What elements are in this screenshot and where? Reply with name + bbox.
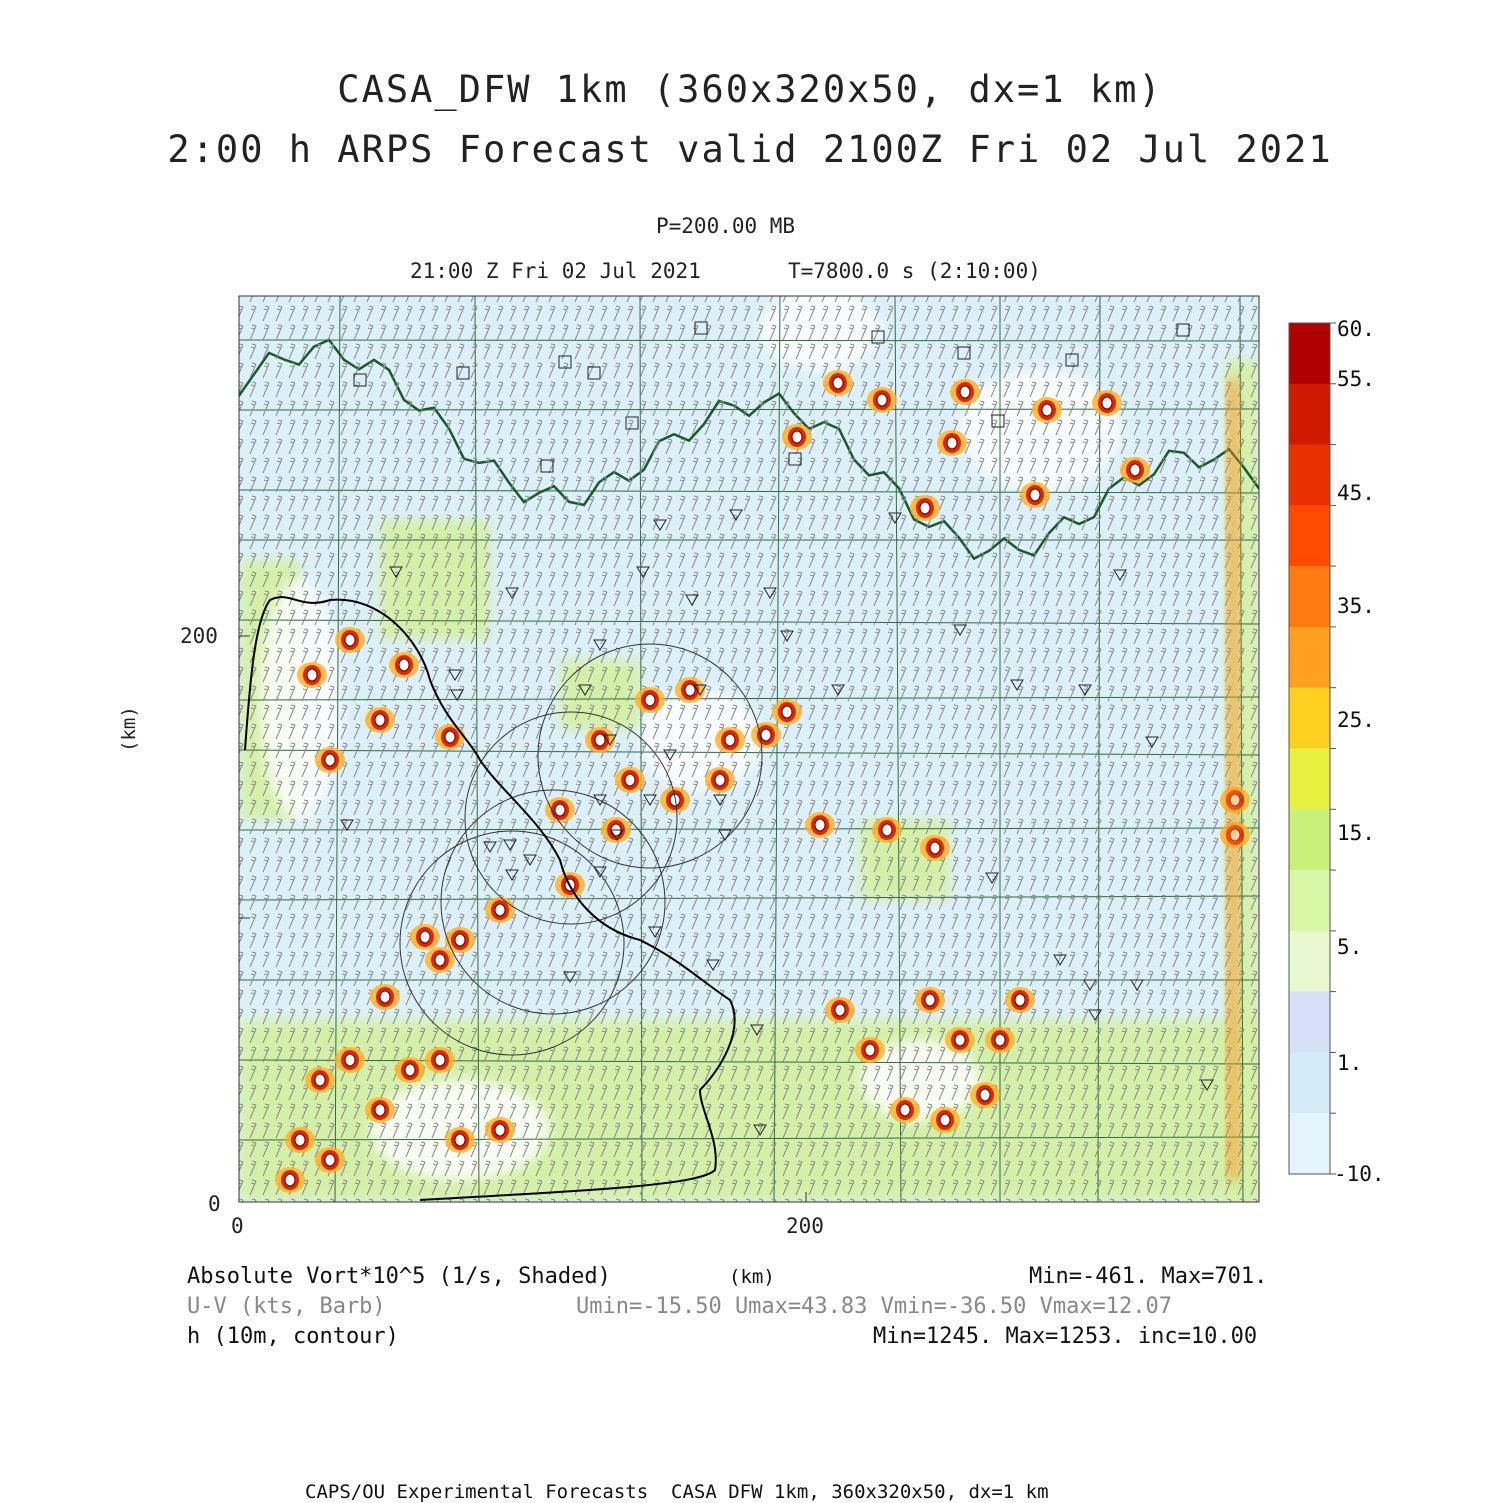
vorticity-cell-center <box>307 669 317 681</box>
vorticity-cell-center <box>555 804 565 816</box>
vorticity-cell-center <box>1030 489 1040 501</box>
vorticity-cell-center <box>882 824 892 836</box>
vorticity-cell-center <box>625 774 635 786</box>
x-tick-200: 200 <box>786 1214 824 1238</box>
vorticity-cell-center <box>595 734 605 746</box>
y-tick-0: 0 <box>208 1192 221 1216</box>
colorbar-swatch <box>1289 992 1330 1053</box>
colorbar-label-15: 15. <box>1337 821 1375 845</box>
colorbar-swatch <box>1289 384 1330 445</box>
footer-credit: CAPS/OU Experimental Forecasts CASA DFW 1km, 360x320x50, dx=1 km <box>305 1481 1049 1503</box>
legend-x-unit: (km) <box>729 1266 775 1288</box>
colorbar-swatch <box>1289 1052 1330 1113</box>
vorticity-cell-center <box>380 991 390 1003</box>
vorticity-cell-center <box>455 1134 465 1146</box>
vorticity-cell-center <box>375 1104 385 1116</box>
vorticity-cell-center <box>345 1054 355 1066</box>
vorticity-cell-center <box>399 659 409 671</box>
vorticity-cell-center <box>645 694 655 706</box>
vorticity-cell-center <box>725 734 735 746</box>
vorticity-cell-center <box>285 1174 295 1186</box>
vorticity-cell-center <box>955 1034 965 1046</box>
vorticity-cell-center <box>792 431 802 443</box>
colorbar-swatch <box>1289 749 1330 810</box>
vorticity-cell-center <box>1015 994 1025 1006</box>
vorticity-cell-center <box>405 1064 415 1076</box>
title-line-2: 2:00 h ARPS Forecast valid 2100Z Fri 02 Jul 2021 <box>167 128 1333 171</box>
colorbar-label-25: 25. <box>1337 708 1375 732</box>
vorticity-cell-center <box>495 1124 505 1136</box>
vorticity-cell-center <box>960 386 970 398</box>
colorbar-swatch <box>1289 505 1330 566</box>
vorticity-cell-center <box>325 1154 335 1166</box>
vorticity-cell-center <box>685 684 695 696</box>
vorticity-cell-center <box>980 1089 990 1101</box>
vorticity-cell-center <box>1130 464 1140 476</box>
vorticity-cell-center <box>920 502 930 514</box>
vorticity-cell-center <box>877 394 887 406</box>
vorticity-cell-center <box>925 994 935 1006</box>
vorticity-cell-center <box>445 731 455 743</box>
legend-field-wind: U-V (kts, Barb) <box>187 1294 386 1319</box>
vorticity-cell-center <box>1102 397 1112 409</box>
vorticity-cell-center <box>345 634 355 646</box>
vorticity-cell-center <box>761 729 771 741</box>
y-tick-200: 200 <box>180 624 218 648</box>
colorbar-swatch <box>1289 1113 1330 1174</box>
colorbar-swatch <box>1289 627 1330 688</box>
vorticity-strip-east <box>1226 380 1240 1180</box>
pressure-level: P=200.00 MB <box>656 214 796 238</box>
vorticity-cell-center <box>815 819 825 831</box>
vorticity-cell-center <box>930 842 940 854</box>
colorbar-swatch <box>1289 870 1330 931</box>
colorbar-swatch <box>1289 323 1330 384</box>
vorticity-cell-center <box>940 1114 950 1126</box>
vorticity-cell-center <box>325 754 335 766</box>
vorticity-cell-center <box>865 1044 875 1056</box>
vorticity-cell-center <box>995 1034 1005 1046</box>
colorbar-swatch <box>1289 566 1330 627</box>
vorticity-cell-center <box>782 706 792 718</box>
model-time: T=7800.0 s (2:10:00) <box>788 259 1041 283</box>
valid-time: 21:00 Z Fri 02 Jul 2021 <box>410 259 701 283</box>
colorbar-swatch <box>1289 809 1330 870</box>
vorticity-cell-center <box>435 954 445 966</box>
vorticity-cell-center <box>900 1104 910 1116</box>
vorticity-cell-center <box>295 1134 305 1146</box>
colorbar-label-min: -10. <box>1334 1162 1385 1186</box>
wind-barbs <box>239 296 1259 1202</box>
vorticity-cell-center <box>455 934 465 946</box>
vorticity-cell-center <box>835 1004 845 1016</box>
vorticity-cell-center <box>435 1054 445 1066</box>
plot-area <box>239 290 1259 1202</box>
vorticity-cell-center <box>947 437 957 449</box>
title-line-1: CASA_DFW 1km (360x320x50, dx=1 km) <box>337 68 1163 111</box>
colorbar-label-5: 5. <box>1337 935 1363 959</box>
colorbar-swatch <box>1289 931 1330 992</box>
y-axis-label: (km) <box>118 706 140 752</box>
vorticity-cell-center <box>833 377 843 389</box>
colorbar-label-1: 1. <box>1337 1051 1363 1075</box>
legend-field-height: h (10m, contour) <box>187 1324 399 1349</box>
vorticity-cell-center <box>715 774 725 786</box>
vorticity-cell-center <box>1042 404 1052 416</box>
colorbar-swatch <box>1289 688 1330 749</box>
vorticity-cell-center <box>420 931 430 943</box>
legend-vorticity-stats: Min=-461. Max=701. <box>1029 1264 1268 1289</box>
colorbar-label-60: 60. <box>1337 317 1375 341</box>
vorticity-cell-center <box>315 1074 325 1086</box>
colorbar <box>1289 323 1336 1175</box>
legend-field-vorticity: Absolute Vort*10^5 (1/s, Shaded) <box>187 1264 611 1289</box>
vorticity-cell-center <box>495 904 505 916</box>
x-tick-0: 0 <box>231 1214 244 1238</box>
legend-height-stats: Min=1245. Max=1253. inc=10.00 <box>873 1324 1258 1349</box>
colorbar-label-35: 35. <box>1337 594 1375 618</box>
colorbar-label-45: 45. <box>1337 481 1375 505</box>
legend-wind-stats: Umin=-15.50 Umax=43.83 Vmin=-36.50 Vmax=12.07 <box>576 1294 1173 1319</box>
colorbar-swatch <box>1289 445 1330 506</box>
colorbar-label-55: 55. <box>1337 367 1375 391</box>
vorticity-cell-center <box>375 714 385 726</box>
